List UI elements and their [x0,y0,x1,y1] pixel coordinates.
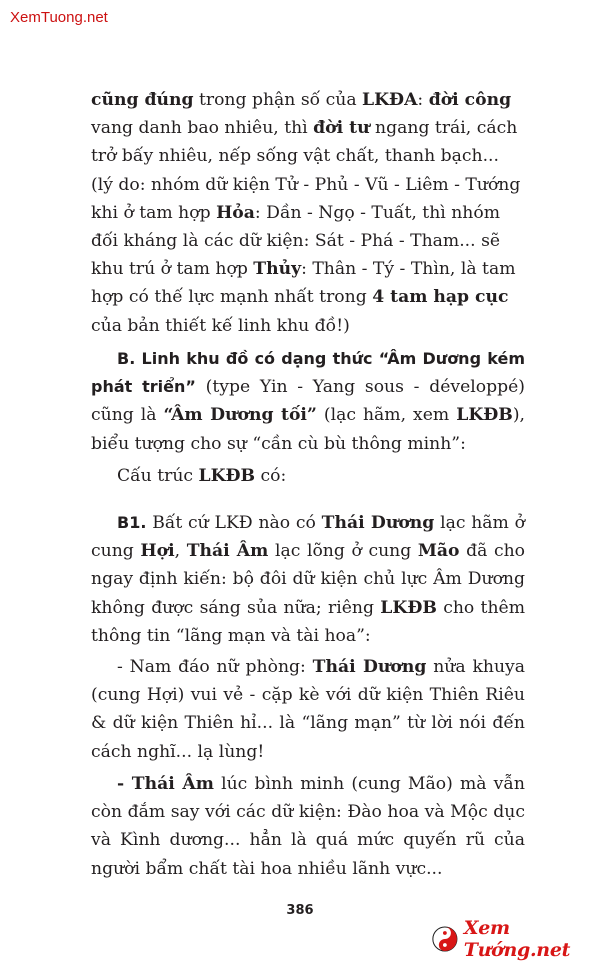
text-run: (type Yin - Yang sous - développé) cũng là [91,377,525,426]
paragraph-2-text [91,345,525,458]
text-run: cho thêm thông tin “lãng mạn và tài hoa”: [91,597,526,646]
text-run: Bất cứ LKĐ nào có [146,513,322,533]
page-number: 386 [286,903,314,918]
bold-term: 4 tam hạp cục [372,287,509,308]
paragraph-4-text [91,509,525,650]
bold-term: cũng đúng [91,90,194,110]
paragraph-1 [91,86,525,340]
bold-term: Hỏa [216,202,255,223]
watermark-top: XemTuong.net [10,9,108,26]
paragraph-3-text [91,462,525,490]
bold-term: Thái Âm [186,541,269,562]
bold-term: LKĐA [362,90,418,110]
text-run: của bản thiết kế linh khu đồ!) [91,315,350,336]
bold-term: Thái Dương [321,513,435,533]
text-run: - Nam đáo nữ phòng: [117,657,313,677]
text-run: : [417,90,429,110]
paragraph-6 [91,770,525,883]
bold-term: LKĐB [456,405,513,426]
text-run: lúc bình minh (cung Mão) mà vẫn còn đắm say với các dữ kiện: Đào hoa và Mộc dục và Kình dương... hẳn là quá mức quyến rũ của người bẩm chất tài hoa nhiều lãnh vực... [91,774,525,879]
paragraph-4-b1 [91,509,525,650]
bold-term: - Thái Âm [117,774,214,794]
paragraph-3 [91,462,525,490]
text-run: : Thân - Tý - Thìn, là tam hợp có thế lực mạnh nhất trong [91,259,516,308]
bold-term: “Âm Dương tối” [163,405,317,426]
text-run: , [174,541,187,562]
paragraph-5-text [91,653,525,766]
bold-term: Thủy [253,259,302,280]
paragraph-2-heading-b [91,345,525,458]
text-run: lạc hãm ở cung [91,513,525,562]
paragraph-6-text [91,770,525,883]
bold-term: LKĐB [380,597,437,618]
bold-term: Thái Dương [312,657,427,677]
text-run: vang danh bao nhiêu, thì [91,118,314,139]
text-run: : Dần - Ngọ - Tuất, thì nhóm đối kháng là các dữ kiện: Sát - Phá - Tham... sẽ khu trú ở tam hợp [91,202,501,280]
paragraph-5 [91,653,525,766]
yin-yang-icon [432,924,458,954]
bold-term: B1. [117,513,147,532]
text-run: ), biểu tượng cho sự “cần cù bù thông minh”: [91,405,525,454]
text-run: đã cho ngay định kiến: bộ đôi dữ kiện chủ lực Âm Dương không được sáng sủa nữa; riêng [91,541,525,618]
site-logo [432,919,600,959]
bold-term: B. Linh khu đồ có dạng thức “Âm Dương kém phát triển” [91,349,525,397]
bold-term: Mão [417,541,460,562]
text-run: có: [255,466,287,486]
text-run: trong phận số của [193,90,363,110]
bold-term: Hợi [140,541,175,562]
bold-term: đời tư [313,118,370,139]
bold-term: LKĐB [198,466,256,486]
text-run: (lạc hãm, xem [316,405,457,426]
text-run: nửa khuya (cung Hợi) vui vẻ - cặp kè với dữ kiện Thiên Riêu & dữ kiện Thiên hỉ... là “lãng mạn” từ lời nói đến cách nghĩ... lạ lùng! [91,657,525,762]
text-run: Cấu trúc [117,466,199,486]
bold-term: đời công [428,90,512,110]
text-run: ngang trái, cách trở bấy nhiêu, nếp sống vật chất, thanh bạch... (lý do: nhóm dữ kiện Tử - Phủ - Vũ - Liêm - Tướng khi ở tam hợp [91,118,521,223]
logo-text: Xem Tướng.net [463,917,571,961]
text-run: lạc lõng ở cung [268,541,418,562]
